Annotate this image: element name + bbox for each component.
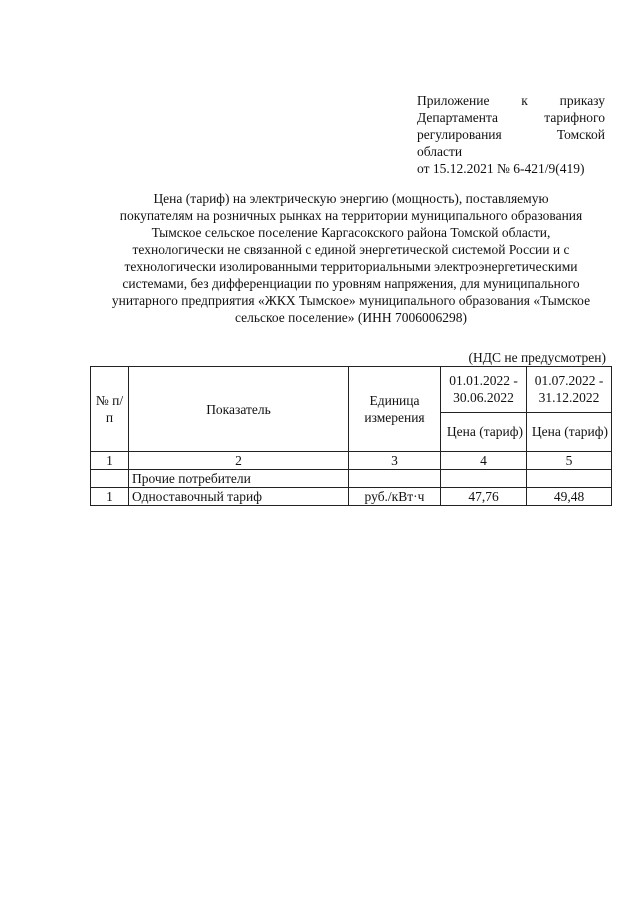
appendix-order-date: от 15.12.2021 № 6-421/9(419)	[417, 161, 585, 176]
tariff-table	[90, 366, 612, 506]
group-unit-cell	[349, 470, 441, 488]
row-unit: руб./кВт·ч	[349, 488, 441, 506]
group-price-cell	[527, 470, 612, 488]
col-number: 1	[91, 452, 129, 470]
group-label: Прочие потребители	[129, 470, 349, 488]
title-line: Тымское сельское поселение Каргасокского района Томской области,	[151, 225, 551, 240]
column-number-row	[91, 452, 612, 470]
appendix-line: Приложение к приказу	[417, 93, 605, 108]
row-num: 1	[91, 488, 129, 506]
header-price-2: Цена (тариф)	[527, 412, 612, 451]
title-line: технологически не связанной с единой энергетической системой России и с	[132, 242, 570, 257]
table-header-row	[91, 367, 612, 413]
appendix-line: области	[417, 144, 463, 159]
group-price-cell	[441, 470, 527, 488]
vat-note: (НДС не предусмотрен)	[468, 350, 606, 365]
title-line: системами, без дифференциации по уровням напряжения, для муниципального	[122, 276, 580, 291]
title-line: технологически изолированными территориальными электроэнергетическими	[124, 259, 578, 274]
col-number: 2	[129, 452, 349, 470]
col-number: 5	[527, 452, 612, 470]
group-row	[91, 470, 612, 488]
title-line: унитарного предприятия «ЖКХ Тымское» муниципального образования «Тымское	[111, 293, 591, 308]
title-line: Цена (тариф) на электрическую энергию (мощность), поставляемую	[153, 191, 549, 206]
document-title	[96, 190, 606, 326]
header-price-1: Цена (тариф)	[441, 412, 527, 451]
title-line: сельское поселение» (ИНН 7006006298)	[234, 310, 468, 325]
header-unit: Единица измерения	[349, 367, 441, 452]
row-price-1: 47,76	[441, 488, 527, 506]
row-indicator: Одноставочный тариф	[129, 488, 349, 506]
appendix-line: Департамента тарифного	[417, 110, 605, 125]
table-row	[91, 488, 612, 506]
header-num: № п/п	[91, 367, 129, 452]
title-line: покупателям на розничных рынках на территории муниципального образования	[119, 208, 583, 223]
appendix-header	[417, 92, 605, 177]
col-number: 3	[349, 452, 441, 470]
header-period-2: 01.07.2022 - 31.12.2022	[527, 367, 612, 413]
row-price-2: 49,48	[527, 488, 612, 506]
header-indicator: Показатель	[129, 367, 349, 452]
appendix-line: регулирования Томской	[417, 127, 605, 142]
group-num-cell	[91, 470, 129, 488]
col-number: 4	[441, 452, 527, 470]
header-period-1: 01.01.2022 - 30.06.2022	[441, 367, 527, 413]
